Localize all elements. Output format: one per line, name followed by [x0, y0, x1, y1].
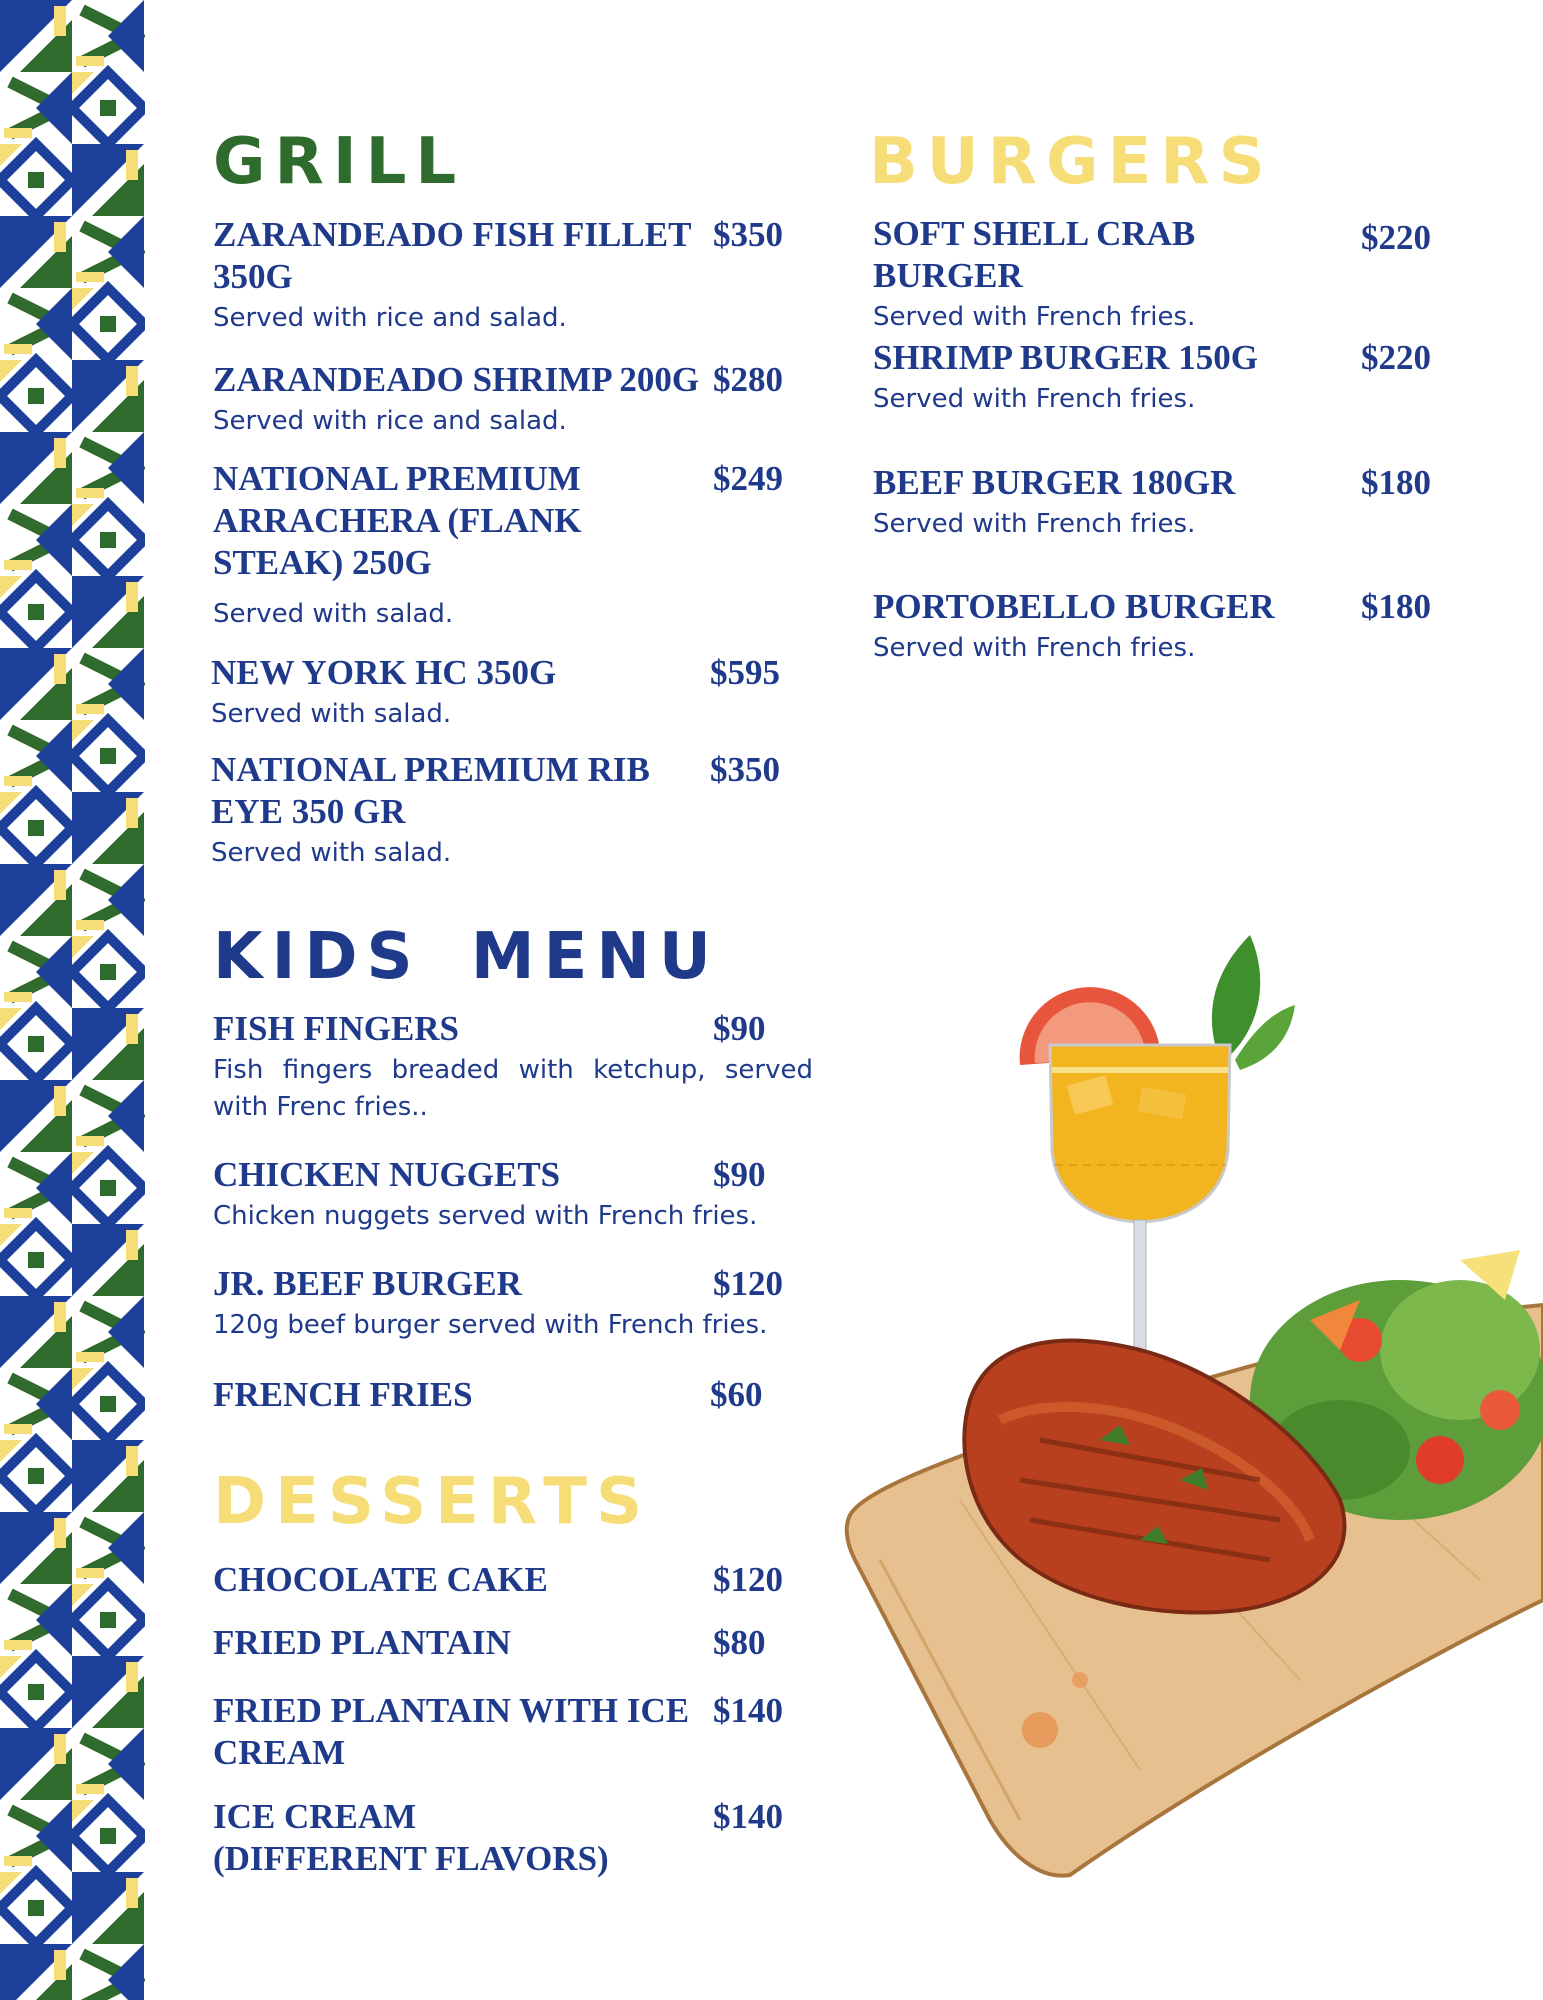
steak-plate-image: [847, 1250, 1543, 1876]
menu-item: [213, 214, 803, 337]
item-price: $350: [710, 750, 780, 789]
item-price: $595: [710, 653, 780, 692]
pattern-tile: [72, 288, 144, 360]
pattern-tile: [0, 360, 72, 432]
pattern-tile: [0, 1728, 72, 1800]
pattern-tile: [72, 1440, 144, 1512]
menu-item: [213, 1154, 813, 1235]
item-description: Served with salad.: [211, 838, 452, 868]
menu-item: [213, 1374, 813, 1416]
pattern-tile: [0, 216, 72, 288]
decorative-pattern-strip: [0, 0, 145, 2000]
pattern-tile: [0, 432, 72, 504]
pattern-tile: [72, 1008, 144, 1080]
item-name: FRENCH FRIES: [213, 1375, 473, 1414]
pattern-tile: [72, 1368, 144, 1440]
item-price: $350: [713, 215, 783, 254]
pattern-tile: [76, 1080, 144, 1152]
pattern-tile: [0, 1008, 72, 1080]
menu-item: [213, 1690, 813, 1774]
item-description: Served with French fries.: [873, 384, 1196, 414]
item-price: $90: [713, 1155, 766, 1194]
pattern-tile: [72, 504, 144, 576]
item-name: PORTOBELLO BURGER: [873, 587, 1275, 626]
item-name: FRIED PLANTAIN: [213, 1623, 511, 1662]
kids-menu-title: KIDS MENU: [213, 920, 720, 994]
item-price: $249: [713, 459, 783, 498]
pattern-tile: [0, 144, 72, 216]
menu-item: [213, 1796, 813, 1880]
item-name: SHRIMP BURGER 150G: [873, 338, 1259, 377]
burgers-title: BURGERS: [869, 125, 1274, 199]
pattern-tile: [4, 936, 72, 1008]
item-name: CHICKEN NUGGETS: [213, 1155, 561, 1194]
item-description: Served with French fries.: [873, 302, 1196, 332]
pattern-tile: [0, 1872, 72, 1944]
menu-item: [213, 458, 803, 633]
pattern-tile: [72, 144, 144, 216]
pattern-tile: [76, 1728, 144, 1800]
pattern-tile: [4, 72, 72, 144]
pattern-tile: [76, 432, 144, 504]
item-name: FISH FINGERS: [213, 1009, 460, 1048]
item-name: NEW YORK HC 350G: [211, 653, 557, 692]
desserts-title: DESSERTS: [213, 1465, 652, 1539]
item-description: Served with salad.: [213, 599, 454, 629]
item-price: $80: [713, 1623, 766, 1662]
pattern-tile: [72, 360, 144, 432]
pattern-tile: [72, 576, 144, 648]
item-description: Fish fingers breaded with ketchup, served with Frenc fries..: [213, 1055, 813, 1122]
item-price: $120: [713, 1264, 783, 1303]
item-description: Served with French fries.: [873, 509, 1196, 539]
pattern-tile: [0, 576, 72, 648]
pattern-tile: [4, 288, 72, 360]
pattern-tile: [0, 864, 72, 936]
pattern-tile: [76, 216, 144, 288]
item-description: Served with salad.: [211, 699, 452, 729]
pattern-tile: [72, 720, 144, 792]
menu-item: [873, 462, 1473, 543]
item-price: $140: [713, 1797, 783, 1836]
item-price: $180: [1361, 587, 1431, 626]
pattern-tile: [76, 864, 144, 936]
pattern-tile: [0, 648, 72, 720]
pattern-tile: [72, 1800, 144, 1872]
item-price: $220: [1361, 338, 1431, 377]
pattern-tile: [72, 1872, 144, 1944]
menu-item: [213, 1263, 813, 1344]
item-name: SOFT SHELL CRAB BURGER: [873, 214, 1196, 295]
pattern-tile: [76, 0, 144, 72]
item-name: CHOCOLATE CAKE: [213, 1560, 548, 1599]
item-price: $180: [1361, 463, 1431, 502]
pattern-tile: [72, 1656, 144, 1728]
pattern-tile: [72, 1584, 144, 1656]
pattern-tile: [76, 648, 144, 720]
pattern-tile: [72, 1152, 144, 1224]
pattern-tile: [72, 936, 144, 1008]
food-illustration: [840, 920, 1543, 1880]
pattern-tile: [72, 1224, 144, 1296]
item-name: FRIED PLANTAIN WITH ICE CREAM: [213, 1691, 690, 1772]
cocktail-image: [1020, 935, 1295, 1387]
pattern-tile: [0, 1080, 72, 1152]
pattern-tile: [72, 72, 144, 144]
item-description: Served with rice and salad.: [213, 303, 567, 333]
pattern-tile: [0, 0, 72, 72]
item-price: $120: [713, 1560, 783, 1599]
menu-item: [213, 1008, 813, 1126]
item-price: $140: [713, 1691, 783, 1730]
menu-item: [211, 749, 801, 872]
item-price: $220: [1361, 218, 1431, 257]
pattern-tile: [4, 504, 72, 576]
item-name: ZARANDEADO SHRIMP 200G: [213, 360, 700, 399]
pattern-tile: [0, 792, 72, 864]
item-name: NATIONAL PREMIUM RIB EYE 350 GR: [211, 750, 650, 831]
menu-item: [873, 586, 1473, 667]
item-description: Chicken nuggets served with French fries.: [213, 1201, 758, 1231]
pattern-tile: [0, 1296, 72, 1368]
pattern-tile: [4, 1368, 72, 1440]
item-name: JR. BEEF BURGER: [213, 1264, 522, 1303]
pattern-tile: [4, 1800, 72, 1872]
item-description: Served with French fries.: [873, 633, 1196, 663]
item-name: ZARANDEADO FISH FILLET 350G: [213, 215, 691, 296]
menu-item: [213, 1559, 813, 1601]
menu-item: [211, 652, 801, 733]
pattern-tile: [0, 1512, 72, 1584]
pattern-tile: [4, 1584, 72, 1656]
pattern-tile: [4, 720, 72, 792]
pattern-tile: [76, 1944, 144, 2000]
pattern-tile: [0, 1656, 72, 1728]
menu-item: [873, 213, 1473, 336]
item-description: Served with rice and salad.: [213, 406, 567, 436]
pattern-tile: [0, 1944, 72, 2000]
item-name: BEEF BURGER 180GR: [873, 463, 1236, 502]
item-description: 120g beef burger served with French fries.: [213, 1310, 768, 1340]
grill-title: GRILL: [213, 125, 466, 199]
menu-item: [873, 337, 1473, 418]
pattern-tile: [0, 1224, 72, 1296]
item-price: $60: [710, 1375, 763, 1414]
pattern-tile: [76, 1296, 144, 1368]
pattern-tile: [0, 1440, 72, 1512]
item-price: $90: [713, 1009, 766, 1048]
pattern-tile: [76, 1512, 144, 1584]
item-name: ICE CREAM (DIFFERENT FLAVORS): [213, 1797, 609, 1878]
item-name: NATIONAL PREMIUM ARRACHERA (FLANK STEAK) 250G: [213, 459, 582, 582]
menu-item: [213, 1622, 813, 1664]
pattern-tile: [4, 1152, 72, 1224]
item-price: $280: [713, 360, 783, 399]
menu-item: [213, 359, 803, 440]
pattern-tile: [72, 792, 144, 864]
